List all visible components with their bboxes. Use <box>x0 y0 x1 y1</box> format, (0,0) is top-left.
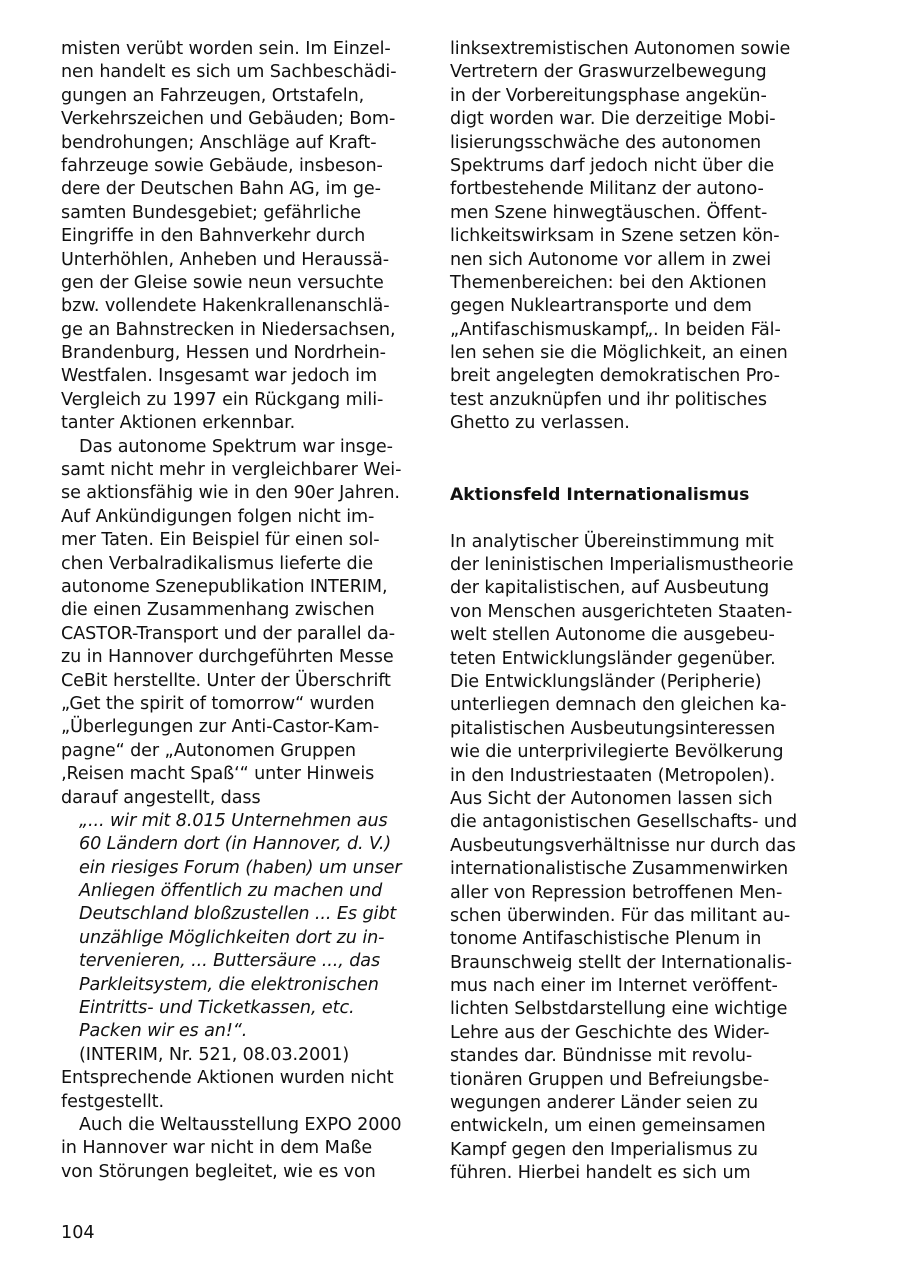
text-line: zu in Hannover durchgeführten Messe <box>61 647 394 668</box>
text-line: CeBit herstellte. Unter der Überschrift <box>61 670 391 691</box>
spacer <box>450 436 820 483</box>
text-line: bzw. vollendete Hakenkrallenanschlä- <box>61 296 390 317</box>
quote-line: 60 Ländern dort (in Hannover, d. V.) <box>79 834 392 855</box>
text-line: führen. Hierbei handelt es sich um <box>450 1163 751 1184</box>
text-line: Westfalen. Insgesamt war jedoch im <box>61 366 378 387</box>
text-line: dere der Deutschen Bahn AG, im ge- <box>61 179 381 200</box>
text-line: Brandenburg, Hessen und Nordrhein- <box>61 343 386 364</box>
text-line: unterliegen demnach den gleichen ka- <box>450 695 787 716</box>
text-line: misten verübt worden sein. Im Einzel- <box>61 39 391 59</box>
text-line: samten Bundesgebiet; gefährliche <box>61 202 361 223</box>
text-line: tonome Antifaschistische Plenum in <box>450 929 762 950</box>
text-line: nen handelt es sich um Sachbeschädi- <box>61 62 397 83</box>
text-line: ge an Bahnstrecken in Niedersachsen, <box>61 319 396 340</box>
text-line: Vertretern der Graswurzelbewegung <box>450 62 767 83</box>
page-number: 104 <box>61 1223 95 1243</box>
text-line: in der Vorbereitungsphase angekün- <box>450 85 767 106</box>
text-line: Kampf gegen den Imperialismus zu <box>450 1139 758 1160</box>
text-line: fahrzeuge sowie Gebäude, insbeson- <box>61 155 383 176</box>
text-line: tionären Gruppen und Befreiungsbe- <box>450 1069 770 1090</box>
text-line: len sehen sie die Möglichkeit, an einen <box>450 343 788 364</box>
text-line: mus nach einer im Internet veröffent- <box>450 976 778 997</box>
section-heading: Aktionsfeld Internationalismus <box>450 484 750 505</box>
quote-line: „... wir mit 8.015 Unternehmen aus <box>79 810 388 831</box>
left-paragraph-4 <box>61 1114 421 1184</box>
text-line: Themenbereichen: bei den Aktionen <box>450 272 767 293</box>
text-line: CASTOR-Transport und der parallel da- <box>61 623 395 644</box>
text-line: Eingriffe in den Bahnverkehr durch <box>61 226 366 247</box>
left-paragraph-2 <box>61 436 421 810</box>
text-line: samt nicht mehr in vergleichbarer Wei- <box>61 460 402 481</box>
left-paragraph-3 <box>61 1067 421 1114</box>
text-line: test anzuknüpfen und ihr politisches <box>450 389 767 410</box>
text-line: Spektrums darf jedoch nicht über die <box>450 155 775 176</box>
text-line: „Antifaschismuskampf„. In beiden Fäl- <box>450 319 781 340</box>
text-line: ‚Reisen macht Spaß‘“ unter Hinweis <box>61 764 375 785</box>
text-line: nen sich Autonome vor allem in zwei <box>450 249 772 270</box>
text-line: Verkehrszeichen und Gebäuden; Bom- <box>61 109 396 130</box>
quote-line: ein riesiges Forum (haben) um unser <box>79 857 402 878</box>
text-line: lichten Selbstdarstellung eine wichtige <box>450 999 788 1020</box>
quote-line: unzählige Möglichkeiten dort zu in- <box>79 927 385 948</box>
text-line: gen der Gleise sowie neun versuchte <box>61 272 384 293</box>
text-line: schen überwinden. Für das militant au- <box>450 905 791 926</box>
spacer <box>450 507 820 531</box>
text-line: pitalistischen Ausbeutungsinteressen <box>450 718 776 739</box>
text-line: wie die unterprivilegierte Bevölkerung <box>450 742 784 763</box>
quote-line: Anliegen öffentlich zu machen und <box>79 881 383 902</box>
text-line: aller von Repression betroffenen Men- <box>450 882 783 903</box>
text-line: tanter Aktionen erkennbar. <box>61 413 296 434</box>
text-line: bendrohungen; Anschläge auf Kraft- <box>61 132 377 153</box>
text-line: digt worden war. Die derzeitige Mobi- <box>450 109 776 130</box>
text-line: die einen Zusammenhang zwischen <box>61 600 375 621</box>
text-line: von Störungen begleitet, wie es von <box>61 1161 376 1182</box>
text-line: darauf angestellt, dass <box>61 787 261 808</box>
text-line: „Get the spirit of tomorrow“ wurden <box>61 693 375 714</box>
quote-line: Packen wir es an!“. <box>79 1021 248 1042</box>
text-line: men Szene hinwegtäuschen. Öffent- <box>450 202 768 223</box>
block-quote <box>61 810 421 1044</box>
text-line: Auch die Weltausstellung EXPO 2000 <box>79 1114 402 1135</box>
text-line: der kapitalistischen, auf Ausbeutung <box>450 578 770 599</box>
text-line: Ghetto zu verlassen. <box>450 413 630 434</box>
text-line: mer Taten. Ein Beispiel für einen sol- <box>61 530 380 551</box>
text-line: die antagonistischen Gesellschafts- und <box>450 812 798 833</box>
text-line: Aus Sicht der Autonomen lassen sich <box>450 788 773 809</box>
right-paragraph-1 <box>450 38 820 436</box>
text-line: fortbestehende Militanz der autono- <box>450 179 764 200</box>
right-column <box>450 38 820 1186</box>
text-line: linksextremistischen Autonomen sowie <box>450 39 791 59</box>
text-line: lisierungsschwäche des autonomen <box>450 132 762 153</box>
text-line: Ausbeutungsverhältnisse nur durch das <box>450 835 796 856</box>
right-paragraph-2 <box>450 531 820 1186</box>
text-line: In analytischer Übereinstimmung mit <box>450 531 774 552</box>
quote-line: tervenieren, ... Buttersäure ..., das <box>79 951 381 972</box>
quote-line: Parkleitsystem, die elektronischen <box>79 974 379 995</box>
text-line: in den Industriestaaten (Metropolen). <box>450 765 776 786</box>
text-line: „Überlegungen zur Anti-Castor-Kam- <box>61 717 380 738</box>
quote-line: Eintritts- und Ticketkassen, etc. <box>79 998 355 1019</box>
text-line: wegungen anderer Länder seien zu <box>450 1093 759 1114</box>
text-line: Auf Ankündigungen folgen nicht im- <box>61 506 375 527</box>
quote-citation: (INTERIM, Nr. 521, 08.03.2001) <box>79 1044 350 1065</box>
text-line: standes dar. Bündnisse mit revolu- <box>450 1046 753 1067</box>
text-line: se aktionsfähig wie in den 90er Jahren. <box>61 483 400 504</box>
text-line: gungen an Fahrzeugen, Ortstafeln, <box>61 85 365 106</box>
text-line: in Hannover war nicht in dem Maße <box>61 1138 373 1159</box>
text-line: gegen Nukleartransporte und dem <box>450 296 752 317</box>
text-line: festgestellt. <box>61 1091 164 1112</box>
text-line: teten Entwicklungsländer gegenüber. <box>450 648 776 669</box>
text-line: entwickeln, um einen gemeinsamen <box>450 1116 766 1137</box>
text-line: von Menschen ausgerichteten Staaten- <box>450 601 793 622</box>
left-paragraph-1 <box>61 38 421 436</box>
text-line: Entsprechende Aktionen wurden nicht <box>61 1068 394 1089</box>
text-line: breit angelegten demokratischen Pro- <box>450 366 780 387</box>
text-line: welt stellen Autonome die ausgebeu- <box>450 625 775 646</box>
text-line: internationalistische Zusammenwirken <box>450 859 789 880</box>
text-line: pagne“ der „Autonomen Gruppen <box>61 740 356 761</box>
text-line: Braunschweig stellt der Internationalis- <box>450 952 792 973</box>
text-line: Die Entwicklungsländer (Peripherie) <box>450 671 762 692</box>
text-line: der leninistischen Imperialismustheorie <box>450 555 794 576</box>
text-line: lichkeitswirksam in Szene setzen kön- <box>450 226 780 247</box>
text-line: autonome Szenepublikation INTERIM, <box>61 576 388 597</box>
text-line: Das autonome Spektrum war insge- <box>79 436 393 457</box>
text-line: chen Verbalradikalismus lieferte die <box>61 553 374 574</box>
quote-line: Deutschland bloßzustellen ... Es gibt <box>79 904 397 925</box>
left-column <box>61 38 421 1184</box>
text-line: Vergleich zu 1997 ein Rückgang mili- <box>61 389 384 410</box>
text-line: Lehre aus der Geschichte des Wider- <box>450 1022 770 1043</box>
text-line: Unterhöhlen, Anheben und Heraussä- <box>61 249 390 270</box>
